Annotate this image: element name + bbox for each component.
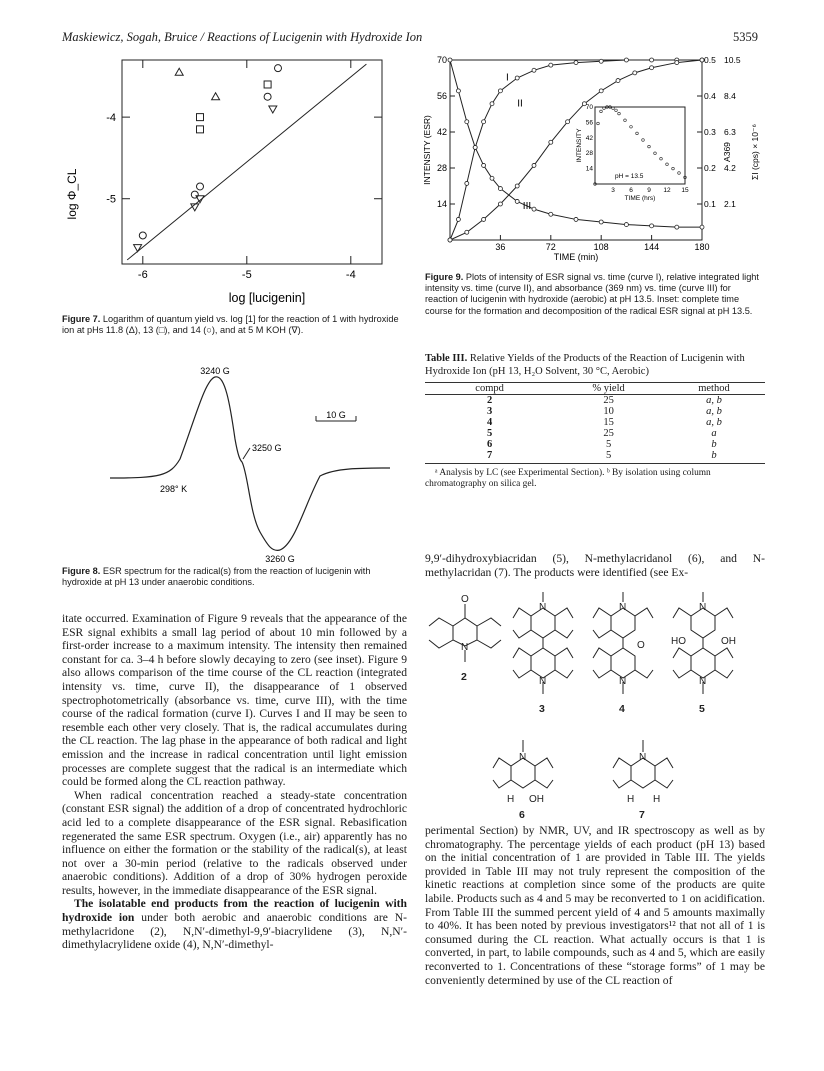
x-tick-label: -6 xyxy=(137,269,148,281)
atom-label: N xyxy=(539,602,547,613)
series-point-I xyxy=(549,63,553,67)
inset-x-axis-label: TIME (hrs) xyxy=(624,195,656,202)
series-point-II xyxy=(532,163,536,167)
atom-label: N xyxy=(699,602,707,613)
y-tick-label: -5 xyxy=(106,193,116,206)
table-cell: 5 xyxy=(605,450,612,461)
table-cell: a xyxy=(711,428,717,439)
y-axis-label-right: A369 xyxy=(722,142,732,162)
figure8-scale-label: 10 G xyxy=(326,410,346,420)
table-cell: 5 xyxy=(605,439,612,450)
data-point-circle xyxy=(139,232,146,239)
atom-label: O xyxy=(637,640,645,651)
y-right2-tick-label: 6.3 xyxy=(724,127,736,137)
series-point-III xyxy=(599,220,603,224)
series-point-III xyxy=(700,225,704,229)
y-tick-label: 42 xyxy=(436,127,447,137)
table-cell: 2 xyxy=(486,395,493,406)
compound-label: 7 xyxy=(639,809,645,821)
series-point-II xyxy=(465,230,469,234)
y-right2-tick-label: 10.5 xyxy=(724,55,741,65)
table-cell: 5 xyxy=(486,428,493,439)
figure8-label-3250: 3250 G xyxy=(252,443,282,453)
series-point-II xyxy=(700,58,704,62)
figure7-xlabel: log [lucigenin] xyxy=(228,291,306,305)
inset-x-tick-label: 15 xyxy=(681,187,689,194)
series-point-II xyxy=(599,89,603,93)
series-point-III xyxy=(456,89,460,93)
series-point-III xyxy=(574,217,578,221)
inset-x-tick-label: 12 xyxy=(663,187,671,194)
atom-label: N xyxy=(619,676,627,687)
series-point-II xyxy=(549,140,553,144)
compound-label: 5 xyxy=(699,703,705,715)
series-point-III xyxy=(549,212,553,216)
data-point-square xyxy=(264,81,271,88)
atom-label: OH xyxy=(529,794,544,805)
table3-title: Table III. Relative Yields of the Products of the Reaction of Lucigenin with Hydroxide Ion (pH 13, H₂O Solvent, 30 °C, Aerobic) xyxy=(425,353,745,377)
inset-y-tick-label: 70 xyxy=(585,104,593,111)
inset-y-tick-label: 42 xyxy=(585,134,593,142)
y-tick-label: 14 xyxy=(436,199,447,209)
series-point-I xyxy=(490,102,494,106)
figure8-temp-label: 298° K xyxy=(160,484,188,494)
series-point-I xyxy=(624,58,628,62)
table-cell: 15 xyxy=(603,417,614,428)
y-tick-label: 70 xyxy=(436,55,447,65)
table-row xyxy=(425,406,765,417)
compound-label: 4 xyxy=(619,703,625,715)
figure8-label-3240: 3240 G xyxy=(200,366,230,376)
table-cell: 25 xyxy=(603,428,614,439)
y-right-tick-label: 0.4 xyxy=(704,91,716,101)
y-right-tick-label: 0.5 xyxy=(704,55,716,65)
atom-label: N xyxy=(539,676,547,687)
figure8-label-3260: 3260 G xyxy=(265,554,295,564)
x-tick-label: 180 xyxy=(694,242,710,252)
x-tick-label: -4 xyxy=(345,269,356,281)
x-tick-label: 144 xyxy=(644,242,660,252)
table-row xyxy=(425,439,765,450)
atom-label: HO xyxy=(671,636,686,647)
left-body-text xyxy=(62,612,407,952)
table-row xyxy=(425,417,765,428)
fit-line xyxy=(127,64,366,260)
figure8-caption: Figure 8. ESR spectrum for the radical(s) from the reaction of lucigenin with hydroxide at pH 13 under anaerobic conditions. xyxy=(62,566,371,588)
table-row xyxy=(425,395,765,407)
curve-label: III xyxy=(522,201,532,213)
compound-label: 6 xyxy=(519,809,525,821)
chemical-structures xyxy=(425,582,765,822)
y-axis-label-right2: ΣI (cps) × 10⁻⁶ xyxy=(750,124,760,180)
series-point-III xyxy=(498,187,502,191)
table3-col-header: method xyxy=(698,383,730,394)
curve-label: II xyxy=(517,98,523,110)
y-right-tick-label: 0.1 xyxy=(704,199,716,209)
table3-footnote: ᵃ Analysis by LC (see Experimental Section). ᵇ By isolation using column chromatography on silica gel. xyxy=(425,468,711,489)
series-point-II xyxy=(566,120,570,124)
table-row xyxy=(425,450,765,461)
paragraph: The isolatable end products from the reaction of lucigenin with hydroxide ion under both aerobic and anaerobic conditions are N-methylacridone (2), N,N′-dimethyl-9,9′-biacrylidene (3), N,N′-dimethylacrylidene oxide (4), N,N′-dimethyl- xyxy=(62,897,408,952)
plot-frame xyxy=(122,60,382,264)
data-point-inverted-triangle xyxy=(134,245,142,252)
series-point-II xyxy=(633,71,637,75)
atom-label: N xyxy=(699,676,707,687)
series-point-I xyxy=(498,89,502,93)
series-point-II xyxy=(616,79,620,83)
series-point-III xyxy=(490,176,494,180)
x-axis-label: TIME (min) xyxy=(553,252,599,262)
series-point-III xyxy=(448,58,452,62)
atom-label: N xyxy=(639,752,647,763)
series-point-II xyxy=(650,66,654,70)
inset-x-tick-label: 9 xyxy=(647,187,651,194)
table-cell: 3 xyxy=(486,406,493,417)
series-point-III xyxy=(532,207,536,211)
series-point-I xyxy=(599,59,603,63)
table-cell: 25 xyxy=(603,395,614,406)
series-point-I xyxy=(650,58,654,62)
data-point-circle xyxy=(275,65,282,72)
table-cell: a, b xyxy=(706,406,722,417)
y-right-tick-label: 0.2 xyxy=(704,163,716,173)
table-cell: 4 xyxy=(486,417,493,428)
series-point-III xyxy=(465,120,469,124)
series-point-III xyxy=(473,145,477,149)
inset-y-tick-label: 28 xyxy=(585,150,593,158)
series-point-I xyxy=(574,61,578,65)
data-point-square xyxy=(197,114,204,121)
series-point-III xyxy=(624,223,628,227)
data-point-inverted-triangle xyxy=(269,106,277,113)
table3 xyxy=(425,353,765,490)
running-title: Maskiewicz, Sogah, Bruice / Reactions of Lucigenin with Hydroxide Ion xyxy=(62,30,423,44)
figure7-chart xyxy=(62,54,402,310)
atom-label: N xyxy=(519,752,527,763)
table-row xyxy=(425,428,765,439)
inset-x-tick-label: 3 xyxy=(611,187,615,194)
data-point-circle xyxy=(197,183,204,190)
series-point-III xyxy=(675,225,679,229)
y-tick-label: -4 xyxy=(106,112,116,125)
table-cell: b xyxy=(711,450,717,461)
data-point-circle xyxy=(264,93,271,100)
table-cell: a, b xyxy=(706,395,722,406)
figure9-chart xyxy=(420,52,765,270)
table-cell: 10 xyxy=(603,406,614,417)
y-right-tick-label: 0.3 xyxy=(704,127,716,137)
right-body-bottom: perimental Section) by NMR, UV, and IR spectroscopy as well as by chromatography. The percentage yields of each product (pH 13) based on the initial concentration of 1 are provided in Table III. The yields provided in Table III may not truly represent the composition of the kinetic reactions at completion since some of the products are quite labile. Products such as 4 and 5 may be reconverted to 1 on acidification. From Table III the summed percent yield of 4 and 5 amounts maximally to 40%. It has been noted by previous investigators¹² that not all of 1 is consumed during the CL reaction. What actually occurs is that 1 is converted, in part, to labile compounds, such as 4 and 5, which are easily reconverted to 1. Concentrations of these “storage forms” of 1 may be conveniently determined by use of the CL reaction of xyxy=(425,824,765,987)
paragraph: When radical concentration reached a steady-state concentration (constant ESR signal) the addition of a drop of concentrated hydrochloric acid led to a complete disappearance of the ESR signal. Rebasification regenerated the same ESR spectrum. Oxygen (i.e., air) apparently has no influence on either the formation or the stability of the radical(s), at least not over a 30-min period (relative to the radicals observed under anaerobic conditions). Addition of a drop of 30% hydrogen peroxide results, however, in the immediate disappearance of the ESR signal. xyxy=(62,788,407,897)
compound-label: 3 xyxy=(539,703,545,715)
figure7-caption: Figure 7. Logarithm of quantum yield vs. log [1] for the reaction of 1 with hydroxide ion at pHs 11.8 (Δ), 13 (□), and 14 (○), and at 5 M KOH (∇). xyxy=(62,314,399,336)
paragraph: itate occurred. Examination of Figure 9 reveals that the appearance of the ESR signal exhibits a small lag period of about 10 min followed by a first-order increase to a maximum intensity. The intensity then remained constant for ca. 3–4 h before slowly decaying to zero (see inset). Figure 9 also allows comparison of the time course of the CL reaction (integrated intensity vs. time, curve II), the disappearance of 1 observed spectrophotometrically (absorbance vs. time, curve III), with the time course of the radical formation (curve I). Curves I and II may be seen to resemble each other very closely. That is, the radical accumulates during the CL reaction. The lag phase in the appearance of both radical and light emission and the increase in radical concentration until light emission processes are complete suggest that the radical is an intermediate which could be formed along the CL reaction pathway. xyxy=(62,612,407,789)
inset-note: pH = 13.5 xyxy=(615,173,644,180)
series-point-III xyxy=(515,199,519,203)
series-point-I xyxy=(532,68,536,72)
y-right2-tick-label: 4.2 xyxy=(724,163,736,173)
inset-y-tick-label: 56 xyxy=(585,119,593,127)
series-point-II xyxy=(498,202,502,206)
data-point-triangle xyxy=(175,68,183,75)
series-point-I xyxy=(515,76,519,80)
y-axis-label-left: INTENSITY (ESR) xyxy=(422,115,432,185)
atom-label: H xyxy=(627,794,635,805)
inset-y-axis-label: INTENSITY xyxy=(576,128,583,163)
y-tick-label: 56 xyxy=(436,91,447,101)
curve-label: I xyxy=(506,72,509,84)
table-cell: b xyxy=(711,439,717,450)
series-point-II xyxy=(448,238,452,242)
figure7-ylabel: log Φ_CL xyxy=(65,168,79,220)
atom-label: N xyxy=(619,602,627,613)
series-point-I xyxy=(456,217,460,221)
series-point-II xyxy=(675,61,679,65)
series-point-I xyxy=(465,181,469,185)
atom-label: H xyxy=(653,794,661,805)
atom-label: O xyxy=(461,594,469,605)
series-point-II xyxy=(482,217,486,221)
inset-x-tick-label: 6 xyxy=(629,187,633,194)
series-point-II xyxy=(515,184,519,188)
series-point-I xyxy=(482,120,486,124)
atom-label: N xyxy=(461,642,469,653)
table-cell: 7 xyxy=(486,450,493,461)
data-point-square xyxy=(197,126,204,133)
x-tick-label: 72 xyxy=(545,242,556,252)
figure9-caption: Figure 9. Plots of intensity of ESR signal vs. time (curve I), relative integrated light intensity vs. time (curve II), and absorbance (369 nm) vs. time (curve III) for reaction of lucigenin with hydroxide (aerobic) at pH 13.5. Inset: complete time course for the formation and decomposition of the radical ESR signal at pH 13.5. xyxy=(425,272,759,316)
y-right2-tick-label: 8.4 xyxy=(724,91,736,101)
table-cell: a, b xyxy=(706,417,722,428)
atom-label: H xyxy=(507,794,515,805)
page-number: 5359 xyxy=(733,30,758,44)
table3-col-header: % yield xyxy=(592,383,625,394)
atom-label: OH xyxy=(721,636,736,647)
table3-col-header: compd xyxy=(475,383,504,394)
x-tick-label: 108 xyxy=(593,242,609,252)
y-right2-tick-label: 2.1 xyxy=(724,199,736,209)
y-tick-label: 28 xyxy=(436,163,447,173)
right-body-top: 9,9′-dihydroxybiacridan (5), N-methylacridanol (6), and N-methylacridan (7). The products were identified (see Ex- xyxy=(425,552,765,579)
x-tick-label: 36 xyxy=(495,242,506,252)
figure8-esr-spectrum xyxy=(100,364,400,564)
series-point-III xyxy=(650,224,654,228)
data-point-triangle xyxy=(212,93,220,100)
compound-label: 2 xyxy=(461,671,467,683)
x-tick-label: -5 xyxy=(241,269,252,281)
table-cell: 6 xyxy=(486,439,493,450)
series-point-III xyxy=(482,163,486,167)
inset-y-tick-label: 14 xyxy=(585,165,593,173)
